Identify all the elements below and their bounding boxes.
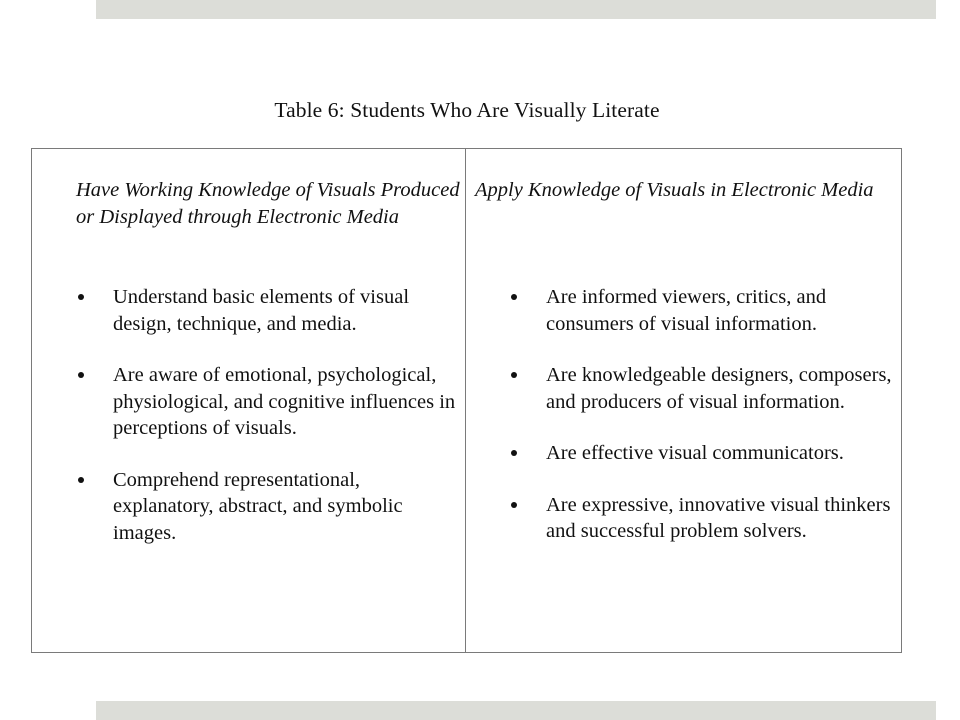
bullet-icon — [78, 477, 84, 483]
table-column-left — [32, 149, 466, 652]
bullet-icon — [78, 294, 84, 300]
list-item — [509, 492, 899, 545]
list-item — [76, 362, 461, 442]
list-item — [509, 284, 899, 337]
list-item-text: Are aware of emotional, psychological, physiological, and cognitive influences in perceptions of visuals. — [113, 364, 456, 439]
list-item-text: Understand basic elements of visual design, technique, and media. — [113, 286, 410, 335]
list-item-text: Are knowledgeable designers, composers, and producers of visual information. — [546, 364, 892, 413]
top-decorative-band — [96, 0, 936, 19]
list-item — [76, 467, 461, 547]
bottom-decorative-band — [96, 701, 936, 720]
list-item — [509, 362, 899, 415]
bullet-icon — [511, 450, 517, 456]
bullet-icon — [78, 372, 84, 378]
bullet-icon — [511, 372, 517, 378]
bullet-icon — [511, 502, 517, 508]
list-item-text: Are expressive, innovative visual thinkers and successful problem solvers. — [546, 493, 891, 542]
list-item-text: Comprehend representational, explanatory, abstract, and symbolic images. — [113, 468, 403, 544]
column-heading-right: Apply Knowledge of Visuals in Electronic Media — [475, 179, 874, 201]
column-heading-left: Have Working Knowledge of Visuals Produced or Displayed through Electronic Media — [76, 179, 460, 228]
visual-literacy-table — [31, 148, 902, 653]
list-item-text: Are effective visual communicators. — [546, 442, 844, 464]
bullet-list-right — [509, 284, 899, 570]
bullet-icon — [511, 294, 517, 300]
bullet-list-left — [76, 284, 461, 571]
list-item-text: Are informed viewers, critics, and consumers of visual information. — [546, 286, 827, 335]
list-item — [76, 284, 461, 337]
table-title: Table 6: Students Who Are Visually Literate — [274, 98, 660, 122]
list-item — [509, 440, 899, 467]
table-column-right — [466, 149, 901, 652]
